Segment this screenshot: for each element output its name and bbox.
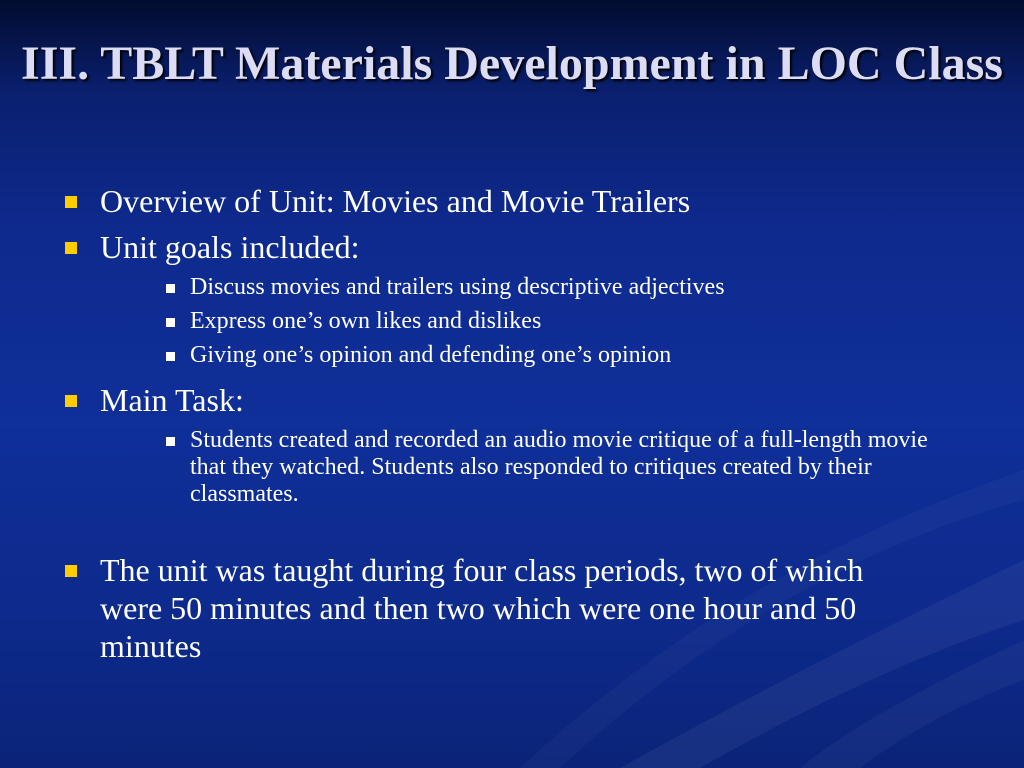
square-bullet-icon (166, 352, 175, 361)
bullet-text: Main Task: (100, 382, 244, 418)
square-bullet-icon (166, 318, 175, 327)
slide-title: III. TBLT Materials Development in LOC Class (21, 37, 1003, 90)
sub-bullet-text: Giving one’s opinion and defending one’s opinion (190, 342, 672, 368)
slide-body (62, 182, 962, 673)
bullet-unit-goals (62, 228, 962, 266)
sub-bullet-goal (164, 308, 830, 335)
bullet-schedule (62, 551, 920, 665)
bullet-main-task (62, 381, 962, 419)
sub-bullet-text: Discuss movies and trailers using descriptive adjectives (190, 274, 725, 300)
sub-bullet-goal (164, 274, 830, 301)
square-bullet-icon (65, 565, 77, 577)
sub-bullet-goal (164, 342, 830, 369)
square-bullet-icon (166, 437, 175, 446)
bullet-text: The unit was taught during four class periods, two of which were 50 minutes and then two which were one hour and 50 minutes (100, 552, 864, 664)
bullet-overview (62, 182, 962, 220)
sub-bullet-task (164, 427, 950, 508)
square-bullet-icon (65, 395, 77, 407)
sub-bullet-text: Students created and recorded an audio movie critique of a full-length movie that they watched. Students also responded to critiques created by their classmates. (190, 427, 928, 507)
square-bullet-icon (166, 284, 175, 293)
square-bullet-icon (65, 196, 77, 208)
bullet-text: Unit goals included: (100, 229, 360, 265)
bullet-text: Overview of Unit: Movies and Movie Trailers (100, 183, 691, 219)
sub-bullet-text: Express one’s own likes and dislikes (190, 308, 542, 334)
square-bullet-icon (65, 242, 77, 254)
